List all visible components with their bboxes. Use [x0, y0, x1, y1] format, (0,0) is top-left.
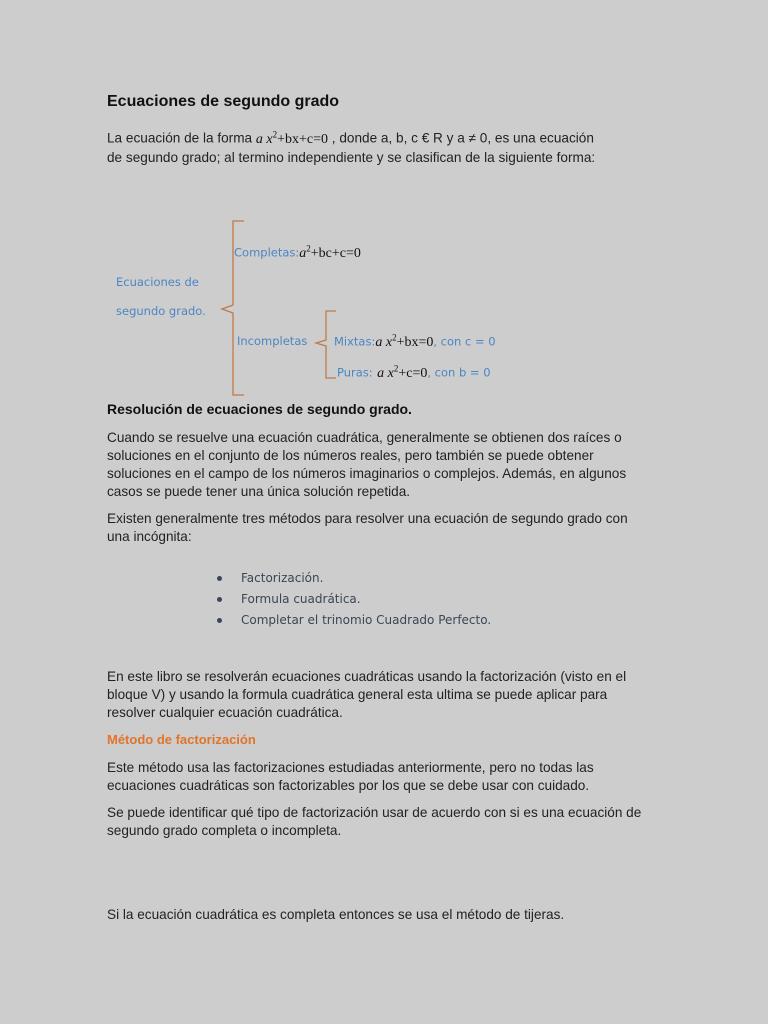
- mixtas-row: [334, 332, 496, 351]
- puras-row: [337, 363, 491, 382]
- intro-before: La ecuación de la forma: [107, 130, 253, 146]
- paragraph-identificar: Se puede identificar qué tipo de factorización usar de acuerdo con si es una ecuación de segundo grado completa o incompleta.: [107, 805, 642, 838]
- bullet-icon: [217, 576, 222, 581]
- page-title: Ecuaciones de segundo grado: [107, 93, 340, 110]
- puras-condition: , con b = 0: [427, 365, 491, 380]
- paragraph-metodos: Existen generalmente tres métodos para resolver una ecuación de segundo grado con una incógnita:: [107, 511, 628, 544]
- puras-label: Puras:: [337, 365, 373, 380]
- root-label-line-1: Ecuaciones de: [116, 275, 199, 289]
- incompletas-label: Incompletas: [237, 334, 308, 348]
- completas-formula: $a^2+bc+c=0$: [299, 243, 361, 261]
- paragraph-tijeras: Si la ecuación cuadrática es completa entonces se usa el método de tijeras.: [107, 907, 565, 922]
- puras-formula: a $x^2+c=0$: [377, 363, 428, 381]
- list-item: Formula cuadrática.: [215, 589, 491, 610]
- paragraph-factorizaciones: Este método usa las factorizaciones estudiadas anteriormente, pero no todas las ecuaciones cuadráticas son factorizables por los que se debe usar con cuidado.: [107, 760, 594, 793]
- root-label-line-2: segundo grado.: [116, 304, 206, 318]
- intro-line-2: de segundo grado; al termino independiente y se clasifican de la siguiente forma:: [107, 149, 596, 165]
- completas-label: Completas:: [234, 245, 300, 260]
- bullet-icon: [217, 618, 222, 623]
- list-item: Completar el trinomio Cuadrado Perfecto.: [215, 610, 491, 631]
- mixtas-label: Mixtas:: [334, 334, 376, 349]
- paragraph-raices: Cuando se resuelve una ecuación cuadrática, generalmente se obtienen dos raíces o soluciones en el conjunto de los números reales, pero también se puede obtener soluciones en el campo de los números imaginarios o complejos. Además, en algunos casos se puede tener una única solución repetida.: [107, 430, 627, 499]
- intro-after: , donde a, b, c € R y a ≠ 0, es una ecuación: [331, 130, 594, 146]
- list-item: Factorización.: [215, 568, 491, 589]
- sub-brace: [316, 311, 336, 378]
- section-title-factorizacion: Método de factorización: [107, 732, 256, 747]
- paragraph-libro: En este libro se resolverán ecuaciones cuadráticas usando la factorización (visto en el bloque V) y usando la formula cuadrática general esta ultima se puede aplicar para resolver cualquier ecuación cuadrática.: [107, 669, 627, 720]
- methods-list: [215, 568, 491, 631]
- section-title-resolucion: Resolución de ecuaciones de segundo grado.: [107, 401, 412, 417]
- completas-row: [234, 243, 361, 262]
- intro-formula: a $x^2+bx+c=0$: [255, 129, 328, 147]
- mixtas-formula: a $x^2+bx=0$: [375, 332, 434, 350]
- bullet-icon: [217, 597, 222, 602]
- mixtas-condition: , con c = 0: [433, 334, 496, 349]
